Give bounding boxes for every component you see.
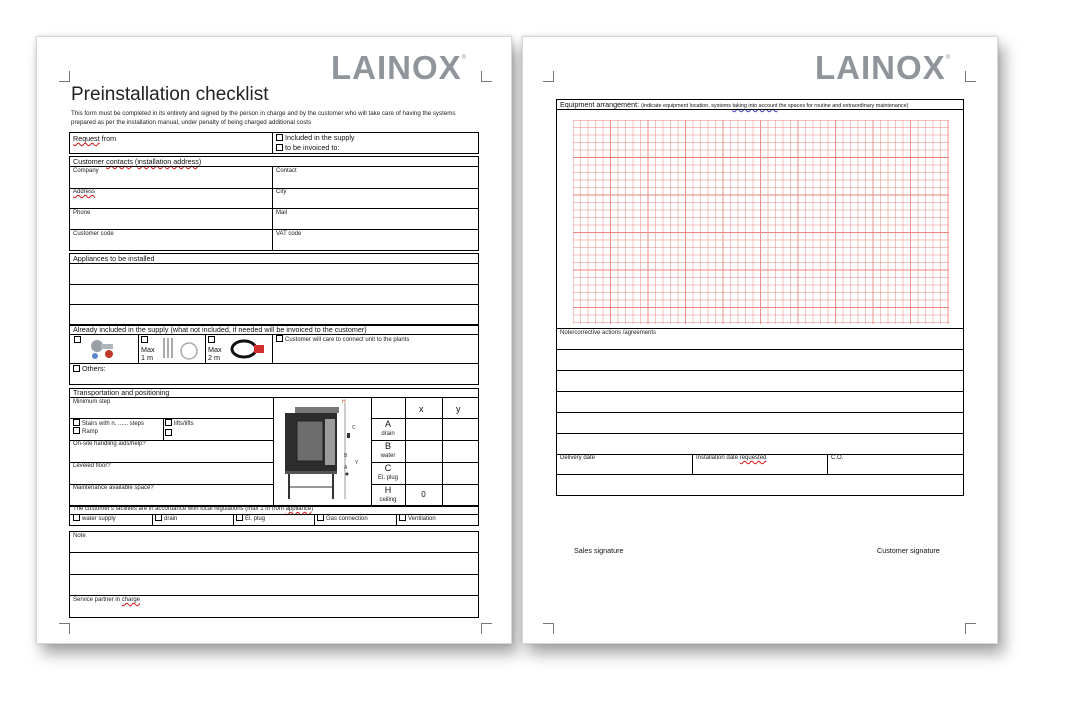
svg-text:C: C: [352, 425, 356, 431]
ceiling-letter: H: [384, 485, 392, 495]
city-field[interactable]: City: [276, 189, 287, 195]
page-1: [36, 36, 512, 644]
customer-code-field[interactable]: Customer code: [73, 231, 114, 237]
max-1m-value: 1 m: [141, 353, 153, 362]
power-cable-icon: [229, 336, 269, 362]
company-field[interactable]: Company: [73, 168, 99, 174]
layout-grid[interactable]: [573, 120, 949, 324]
divider: [233, 514, 234, 526]
request-box: [69, 132, 479, 154]
x-column-header: x: [419, 404, 424, 414]
divider: [442, 397, 443, 506]
minimum-step-field[interactable]: Minimum step: [73, 399, 111, 405]
y-column-header: y: [456, 404, 461, 414]
divider: [69, 166, 479, 167]
water-letter: B: [384, 441, 391, 451]
divider: [314, 514, 315, 526]
handling-aids-field[interactable]: On-site handling aids/help?: [73, 441, 146, 447]
crop-mark: [481, 71, 492, 82]
divider: [69, 552, 479, 553]
divider: [163, 418, 164, 440]
divider: [556, 109, 964, 110]
crop-mark: [543, 623, 554, 634]
mail-field[interactable]: Mail: [276, 210, 288, 216]
divider: [272, 166, 273, 251]
others-option[interactable]: Others:: [73, 364, 106, 373]
checkbox[interactable]: [276, 144, 283, 151]
ventilation-option[interactable]: Ventilation: [399, 515, 436, 522]
divider: [69, 363, 479, 364]
divider: [556, 370, 964, 371]
divider: [69, 188, 479, 189]
hose-1m-checkbox[interactable]: [141, 336, 148, 343]
valve-kit-icon: [87, 336, 119, 362]
cable-2m-checkbox[interactable]: [208, 336, 215, 343]
max-2m-label: Max: [208, 345, 222, 354]
el-plug-option[interactable]: El. plug: [236, 515, 265, 522]
divider: [69, 304, 479, 305]
checkbox[interactable]: [276, 134, 283, 141]
maintenance-space-field[interactable]: Maintenance available space?: [73, 485, 154, 491]
divider: [556, 349, 964, 350]
customer-connect-option[interactable]: Customer will care to connect unit to the plants: [276, 336, 409, 343]
divider: [556, 474, 964, 475]
to-be-invoiced-option[interactable]: to be invoiced to:: [276, 143, 339, 152]
divider: [69, 574, 479, 575]
svg-text:A: A: [344, 465, 348, 471]
divider: [692, 454, 693, 474]
leveled-floor-field[interactable]: Leveled floor?: [73, 463, 111, 469]
divider: [272, 334, 273, 363]
appliances-header: Appliances to be installed: [73, 254, 155, 263]
contact-field[interactable]: Contact: [276, 168, 297, 174]
divider: [556, 433, 964, 434]
divider: [205, 334, 206, 363]
notes-field[interactable]: Note/corrective actions /agreements: [560, 330, 657, 336]
vat-code-field[interactable]: VAT code: [276, 231, 302, 237]
installation-date-field[interactable]: Installation date requested: [696, 455, 767, 461]
page-title: Preinstallation checklist: [71, 84, 269, 105]
divider: [69, 397, 479, 398]
checkbox[interactable]: [399, 514, 406, 521]
stairs-option[interactable]: Stairs with n. ...... steps: [73, 420, 144, 427]
service-partner-field[interactable]: Service partner in charge: [73, 597, 141, 603]
note-field[interactable]: Note: [73, 533, 86, 539]
checkbox[interactable]: [165, 419, 172, 426]
checkbox[interactable]: [73, 427, 80, 434]
crop-mark: [59, 623, 70, 634]
checkbox[interactable]: [236, 514, 243, 521]
ramp-option[interactable]: Ramp: [73, 428, 98, 435]
divider: [556, 328, 964, 329]
checkbox[interactable]: [73, 365, 80, 372]
divider: [69, 595, 479, 596]
checkbox[interactable]: [73, 419, 80, 426]
facilities-note: The customer's facilities are in accordance with local regulations (max 1 m from appliance): [73, 506, 314, 512]
divider: [69, 334, 479, 335]
contacts-header: Customer contacts (installation address): [73, 157, 202, 166]
included-header: Already included in the supply (what not included, if needed will be invoiced to the customer): [73, 325, 367, 334]
el-plug-label: El. plug: [377, 475, 398, 481]
oven-diagram: [277, 399, 367, 503]
extra-checkbox[interactable]: [165, 429, 172, 436]
customer-signature[interactable]: Customer signature: [877, 546, 940, 555]
crop-mark: [59, 71, 70, 82]
checkbox[interactable]: [276, 335, 283, 342]
divider: [152, 514, 153, 526]
lainox-logo: LAINOX®: [815, 49, 952, 86]
divider: [138, 334, 139, 363]
included-in-supply-option[interactable]: Included in the supply: [276, 133, 355, 142]
el-plug-letter: C: [384, 463, 392, 473]
crop-mark: [965, 71, 976, 82]
transport-header: Transportation and positioning: [73, 388, 170, 397]
crop-mark: [481, 623, 492, 634]
co-field[interactable]: C.O.: [831, 455, 844, 461]
divider: [272, 132, 273, 154]
divider: [69, 229, 479, 230]
divider: [827, 454, 828, 474]
page-2: [522, 36, 998, 644]
divider: [69, 284, 479, 285]
ceiling-label: ceiling: [379, 497, 397, 503]
divider: [396, 514, 397, 526]
valve-kit-checkbox[interactable]: [74, 336, 81, 343]
delivery-date-field[interactable]: Delivery date: [560, 455, 596, 461]
svg-text:B: B: [344, 453, 348, 459]
divider: [556, 391, 964, 392]
svg-text:Y: Y: [355, 460, 359, 466]
checkbox[interactable]: [317, 514, 324, 521]
phone-field[interactable]: Phone: [73, 210, 91, 216]
crop-mark: [965, 623, 976, 634]
contacts-box: [69, 156, 479, 251]
lainox-logo: LAINOX®: [331, 49, 468, 86]
hose-1m-icon: [161, 336, 201, 362]
request-label: Request from: [73, 134, 117, 143]
water-label: water: [380, 453, 396, 459]
drain-letter: A: [384, 419, 391, 429]
water-supply-option[interactable]: water supply: [73, 515, 116, 522]
ceiling-value[interactable]: 0: [421, 490, 426, 499]
drain-option[interactable]: drain: [155, 515, 177, 522]
divider: [273, 397, 274, 506]
intro-text: This form must be completed in its entirety and signed by the person in charge and by the customer who will take care of having the systems prepared as per the installation manual, under penalty of being charged additional costs: [71, 110, 456, 126]
sales-signature[interactable]: Sales signature: [574, 546, 624, 555]
max-1m-label: Max: [141, 345, 155, 354]
divider: [69, 263, 479, 264]
crop-mark: [543, 71, 554, 82]
gas-connection-option[interactable]: Gas connection: [317, 515, 368, 522]
arrangement-title: Equipment arrangement: (indicate equipment location, systems taking into account the spaces for routine and extraordinary maintenance): [560, 100, 909, 109]
address-field[interactable]: Address: [73, 189, 96, 195]
drain-label: drain: [381, 431, 395, 437]
lifts-option[interactable]: lifts/lifts: [165, 420, 194, 427]
checkbox[interactable]: [155, 514, 162, 521]
divider: [556, 412, 964, 413]
max-2m-value: 2 m: [208, 353, 220, 362]
divider: [69, 208, 479, 209]
checkbox[interactable]: [73, 514, 80, 521]
svg-text:H: H: [342, 399, 346, 405]
